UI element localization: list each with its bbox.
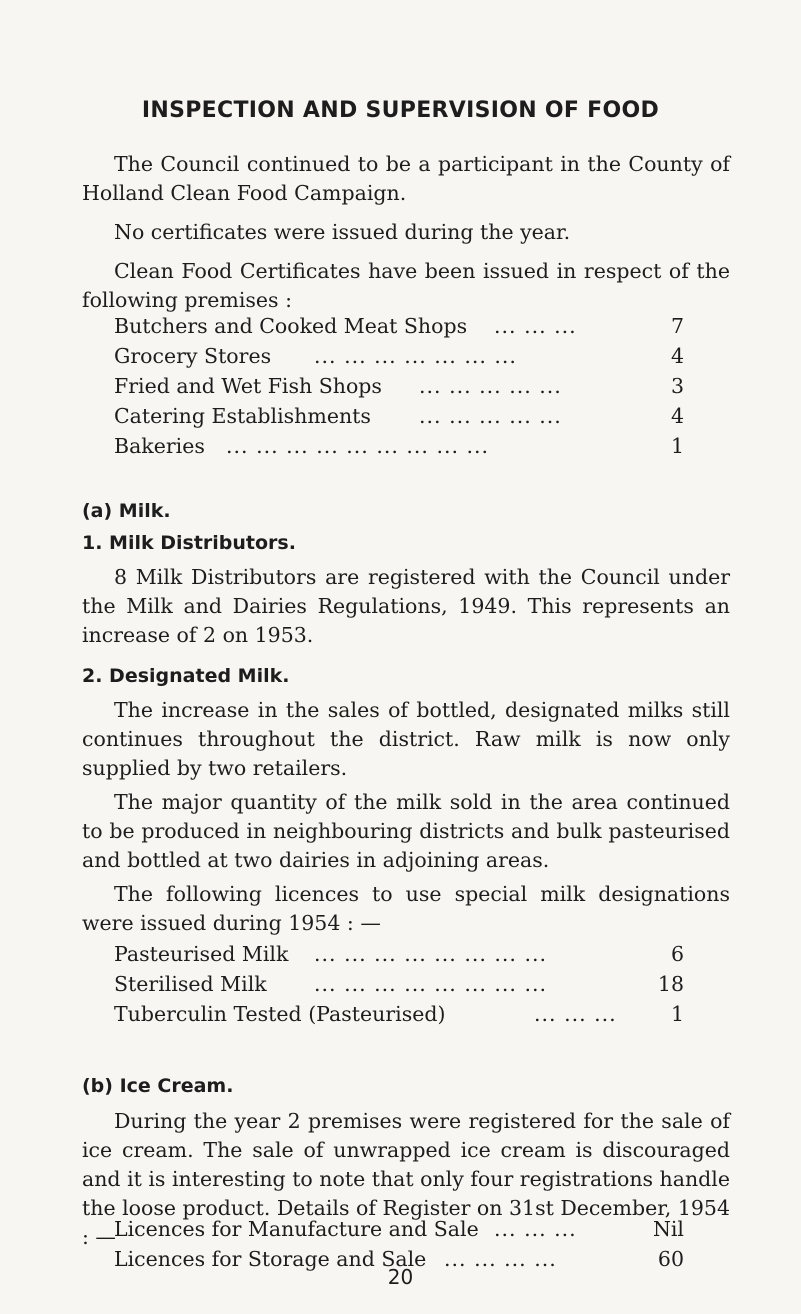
list-item-value: 1 [670,434,684,458]
leader-dots: ... ... ... ... ... ... ... ... [314,942,548,966]
list-item [114,311,684,341]
leader-dots: ... ... ... ... [444,1247,557,1271]
section-heading-milk: (a) Milk. [82,500,171,522]
list-item-value: 60 [657,1247,684,1271]
designated-milk-paragraph-2: The major quantity of the milk sold in the area continued to be produced in neighbouring districts and bulk pasteurised and bottled at two dairies in adjoining areas. [82,790,730,872]
list-item-label: Pasteurised Milk [114,942,289,966]
list-item-label: Tuberculin Tested (Pasteurised) [114,1002,446,1026]
leader-dots: ... ... ... ... ... [419,404,562,428]
page-number: 20 [387,1265,414,1289]
page-title: INSPECTION AND SUPERVISION OF FOOD [141,98,660,123]
list-item-label: Sterilised Milk [114,972,267,996]
list-item-value: 4 [670,404,684,428]
list-item-label: Catering Establishments [114,404,371,428]
designated-milk-paragraph-3: The following licences to use special milk designations were issued during 1954 : — [82,882,730,935]
subsection-heading-distributors: 1. Milk Distributors. [82,532,296,554]
list-item-label: Grocery Stores [114,344,272,368]
list-item-value: Nil [652,1217,684,1241]
leader-dots: ... ... ... [494,314,577,338]
list-item-label: Butchers and Cooked Meat Shops [114,314,468,338]
list-item-label: Licences for Manufacture and Sale [114,1217,479,1241]
leader-dots: ... ... ... ... ... [419,374,562,398]
premises-list [114,311,684,461]
list-item-value: 6 [670,942,684,966]
list-item [114,401,684,431]
leader-dots: ... ... ... ... ... ... ... ... ... [226,434,490,458]
list-item-value: 7 [670,314,684,338]
list-item-label: Licences for Storage and Sale [114,1247,427,1271]
list-item [114,341,684,371]
subsection-heading-designated-milk: 2. Designated Milk. [82,665,290,687]
list-item-value: 4 [670,344,684,368]
list-item [114,431,684,461]
list-item-value: 1 [670,1002,684,1026]
licences-list [114,939,684,1029]
section-heading-ice-cream: (b) Ice Cream. [82,1075,234,1097]
list-item [114,371,684,401]
leader-dots: ... ... ... ... ... ... ... [314,344,517,368]
list-item [114,999,684,1029]
list-item-value: 3 [670,374,684,398]
list-item [114,939,684,969]
intro-paragraph-1: The Council continued to be a participant in the County of Holland Clean Food Campaign. [82,152,730,205]
distributors-paragraph: 8 Milk Distributors are registered with the Council under the Milk and Dairies Regulations, 1949. This represents an increase of 2 on 1953. [82,565,730,647]
list-item [114,969,684,999]
list-item-label: Fried and Wet Fish Shops [114,374,382,398]
leader-dots: ... ... ... [494,1217,577,1241]
list-item [114,1214,684,1244]
leader-dots: ... ... ... ... ... ... ... ... [314,972,548,996]
intro-paragraph-2: No certificates were issued during the year. [114,220,571,244]
ice-cream-paragraph: During the year 2 premises were registered for the sale of ice cream. The sale of unwrapped ice cream is discouraged and it is interesting to note that only four registrations handle the loose product. Details of Register on 31st December, 1954 : — [82,1109,730,1249]
list-item-value: 18 [657,972,684,996]
list-item-label: Bakeries [114,434,205,458]
leader-dots: ... ... ... [534,1002,617,1026]
designated-milk-paragraph-1: The increase in the sales of bottled, designated milks still continues throughout the district. Raw milk is now only supplied by two retailers. [82,698,730,780]
intro-paragraph-3: Clean Food Certificates have been issued in respect of the following premises : [82,259,730,312]
